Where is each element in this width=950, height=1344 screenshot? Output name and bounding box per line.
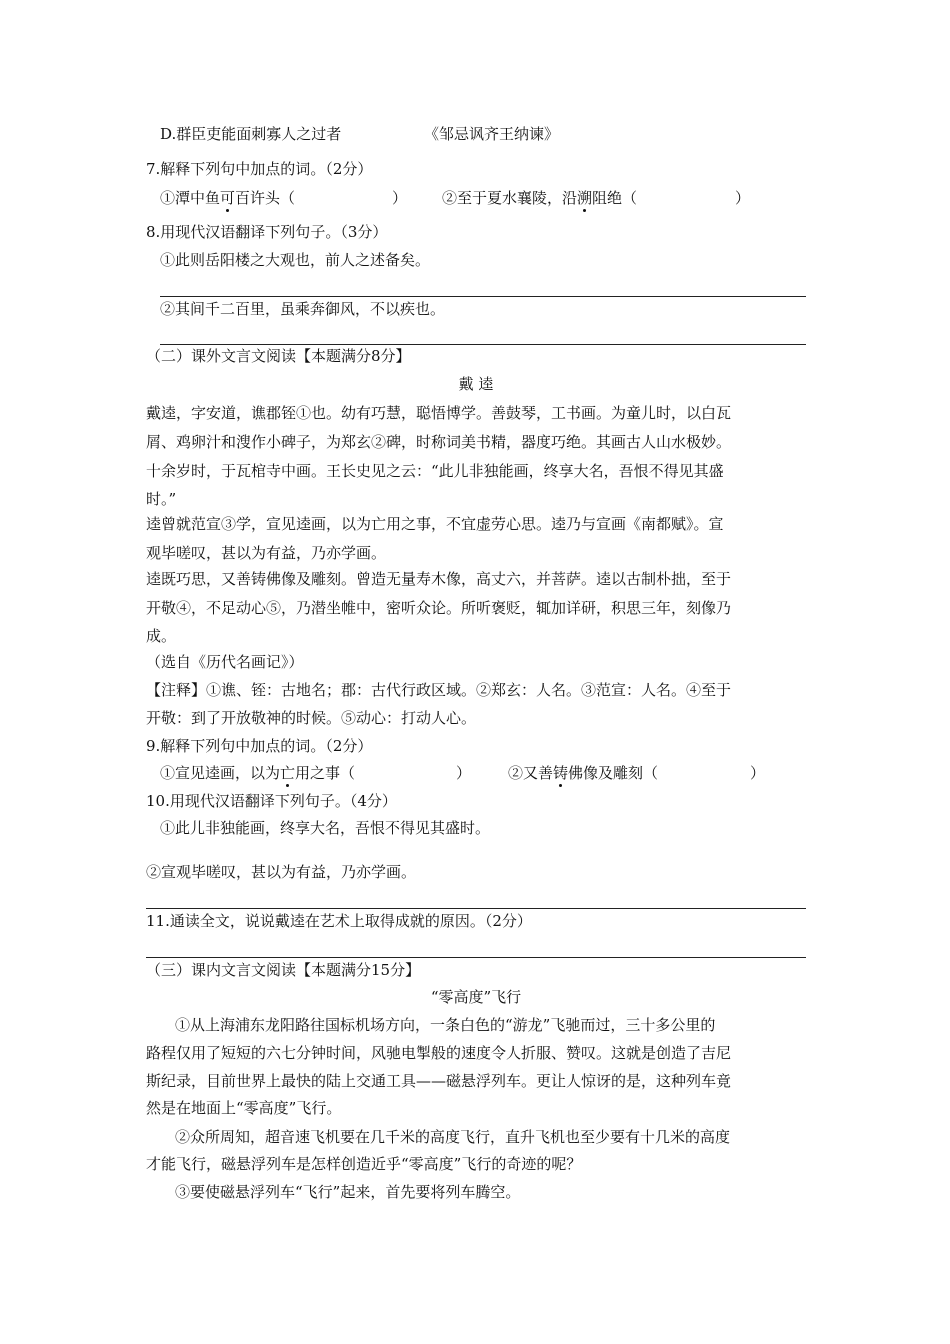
q9-item1-close: ）	[456, 764, 472, 782]
q6-source-d: 《邹忌讽齐王纳谏》	[424, 125, 560, 143]
q7-item2-post: 阻绝（	[592, 189, 638, 207]
q7-item2-pre: ②至于夏水襄陵，沿	[442, 189, 578, 207]
passage2-line: 逵既巧思，又善铸佛像及雕刻。曾造无量寿木像，高丈六，并菩萨。逵以古制朴拙，至于	[146, 570, 732, 588]
q7-item1-close: ）	[392, 189, 408, 207]
q7-item1-pre: ①潭中鱼	[160, 189, 221, 207]
q10-title: 10.用现代汉语翻译下列句子。（4分）	[146, 792, 397, 810]
q7-item2	[442, 188, 637, 208]
answer-line	[146, 908, 806, 909]
q9-item1-post: 用之事（	[295, 764, 356, 782]
q9-item1	[160, 763, 355, 783]
passage2-line: 逵曾就范宣③学，宣见逵画，以为亡用之事，不宜虚劳心思。逵乃与宣画《南都赋》。宣	[146, 515, 724, 533]
q8-sentence-2: ②其间千二百里，虽乘奔御风，不以疾也。	[160, 300, 446, 318]
passage3-line: 路程仅用了短短的六七分钟时间，风驰电掣般的速度令人折服、赞叹。这就是创造了吉尼	[146, 1044, 732, 1062]
q7-item1-post: 百许头（	[235, 189, 296, 207]
q8-title: 8.用现代汉语翻译下列句子。（3分）	[146, 223, 388, 241]
q7-title: 7.解释下列句中加点的词。（2分）	[146, 160, 373, 178]
passage3-line: 然是在地面上“零高度”飞行。	[146, 1099, 342, 1117]
q9-item2-close: ）	[750, 764, 766, 782]
q9-item2-dotted-word: 铸	[553, 764, 569, 782]
q6-option-d	[160, 124, 341, 144]
answer-line	[146, 957, 806, 958]
passage2-line: 时。”	[146, 490, 177, 508]
q11-title: 11.通读全文，说说戴逵在艺术上取得成就的原因。（2分）	[146, 912, 532, 930]
q9-item2-post: 佛像及雕刻（	[568, 764, 659, 782]
q8-sentence-1: ①此则岳阳楼之大观也，前人之述备矣。	[160, 251, 431, 269]
passage3-line: ①从上海浦东龙阳路往国标机场方向，一条白色的“游龙”飞驰而过，三十多公里的	[175, 1016, 716, 1034]
section2-header: （二）课外文言文阅读【本题满分8分】	[146, 347, 411, 365]
passage2-line: 成。	[146, 627, 177, 645]
passage3-line: 斯纪录，目前世界上最快的陆上交通工具——磁悬浮列车。更让人惊讶的是，这种列车竟	[146, 1072, 732, 1090]
passage2-note: 【注释】①谯、铚：古地名；郡：古代行政区域。②郑玄：人名。③范宣：人名。④至于	[146, 681, 732, 699]
q9-title: 9.解释下列句中加点的词。（2分）	[146, 737, 373, 755]
answer-line	[160, 344, 806, 345]
section3-header: （三）课内文言文阅读【本题满分15分】	[146, 961, 421, 979]
q9-item1-dotted-word: 亡	[280, 764, 296, 782]
q7-item2-close: ）	[735, 189, 751, 207]
passage2-line: 屑、鸡卵汁和溲作小碑子，为郑玄②碑，时称词美书精，器度巧绝。其画古人山水极妙。	[146, 433, 732, 451]
passage2-line: 观毕嗟叹，甚以为有益，乃亦学画。	[146, 544, 387, 562]
passage2-line: 开敬④，不足动心⑤，乃潜坐帷中，密听众论。所听褒贬，辄加详研，积思三年，刻像乃	[146, 599, 732, 617]
option-d-text: D.群臣吏能面刺寡人之过者	[160, 125, 342, 143]
passage2-line: 戴逵，字安道，谯郡铚①也。幼有巧慧，聪悟博学。善鼓琴，工书画。为童儿时，以白瓦	[146, 404, 732, 422]
q7-item1-dotted-word: 可	[220, 189, 236, 207]
q9-item1-pre: ①宣见逵画，以为	[160, 764, 281, 782]
passage3-line: ②众所周知，超音速飞机要在几千米的高度飞行，直升飞机也至少要有十几米的高度	[175, 1128, 731, 1146]
q7-item2-dotted-word: 溯	[577, 189, 593, 207]
q10-sentence-2: ②宣观毕嗟叹，甚以为有益，乃亦学画。	[146, 863, 417, 881]
passage3-line: ③要使磁悬浮列车“飞行”起来，首先要将列车腾空。	[175, 1183, 521, 1201]
section2-title: 戴 逵	[458, 375, 494, 393]
passage2-source: （选自《历代名画记》）	[146, 653, 304, 671]
q10-sentence-1: ①此儿非独能画，终享大名，吾恨不得见其盛时。	[160, 819, 491, 837]
passage2-note: 开敬：到了开放敬神的时候。⑤动心：打动人心。	[146, 709, 477, 727]
q7-item1	[160, 188, 295, 208]
section3-title: “零高度”飞行	[430, 988, 522, 1006]
passage2-line: 十余岁时，于瓦棺寺中画。王长史见之云：“此儿非独能画，终享大名，吾恨不得见其盛	[146, 462, 724, 480]
passage3-line: 才能飞行，磁悬浮列车是怎样创造近乎“零高度”飞行的奇迹的呢？	[146, 1155, 582, 1173]
answer-line	[160, 296, 806, 297]
q9-item2	[508, 763, 658, 783]
q9-item2-pre: ②又善	[508, 764, 554, 782]
